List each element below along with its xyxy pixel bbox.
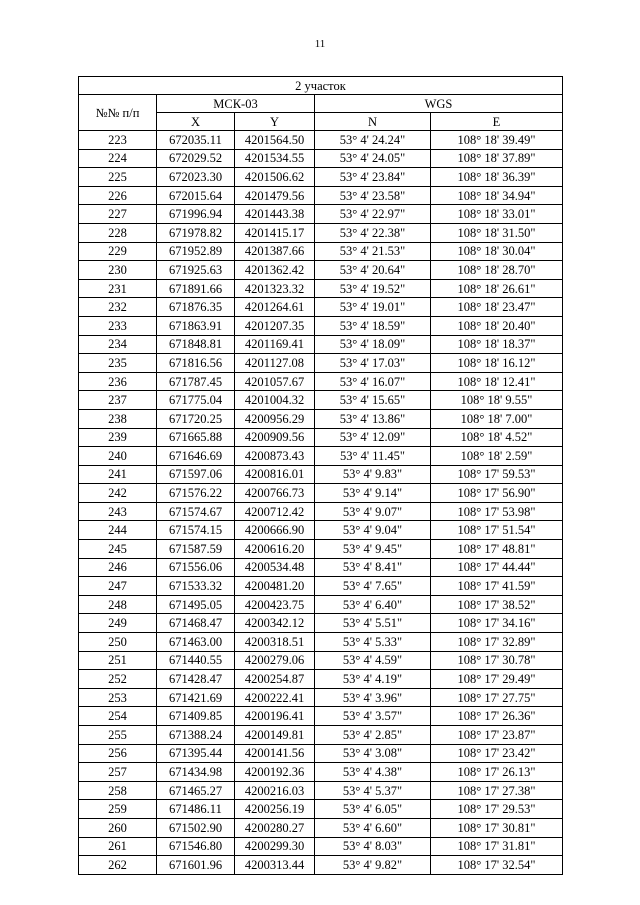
table-row [79,372,563,391]
y-cell: 4200616.20 [235,540,315,559]
longitude-cell: 108° 17' 53.98" [431,502,563,521]
longitude-cell: 108° 17' 27.75" [431,688,563,707]
point-number-cell: 226 [79,186,157,205]
latitude-cell: 53° 4' 9.04" [315,521,431,540]
latitude-cell: 53° 4' 6.05" [315,800,431,819]
latitude-cell: 53° 4' 15.65" [315,391,431,410]
longitude-cell: 108° 17' 23.42" [431,744,563,763]
point-number-cell: 223 [79,131,157,150]
point-number-cell: 246 [79,558,157,577]
table-row [79,205,563,224]
y-cell: 4200256.19 [235,800,315,819]
y-cell: 4200222.41 [235,688,315,707]
point-number-cell: 248 [79,595,157,614]
x-cell: 671388.24 [157,726,235,745]
y-cell: 4200149.81 [235,726,315,745]
point-number-cell: 229 [79,242,157,261]
longitude-cell: 108° 18' 39.49" [431,131,563,150]
x-cell: 671546.80 [157,837,235,856]
point-number-cell: 225 [79,168,157,187]
latitude-cell: 53° 4' 24.05" [315,149,431,168]
point-number-cell: 250 [79,633,157,652]
y-cell: 4200254.87 [235,670,315,689]
longitude-cell: 108° 17' 31.81" [431,837,563,856]
x-cell: 671440.55 [157,651,235,670]
point-number-cell: 254 [79,707,157,726]
y-cell: 4200141.56 [235,744,315,763]
table-row [79,186,563,205]
longitude-cell: 108° 17' 34.16" [431,614,563,633]
y-cell: 4200423.75 [235,595,315,614]
point-number-cell: 228 [79,223,157,242]
x-cell: 671952.89 [157,242,235,261]
point-number-cell: 243 [79,502,157,521]
latitude-cell: 53° 4' 5.33" [315,633,431,652]
x-cell: 671891.66 [157,279,235,298]
table-row [79,614,563,633]
longitude-cell: 108° 17' 38.52" [431,595,563,614]
y-cell: 4200192.36 [235,763,315,782]
point-number-cell: 258 [79,781,157,800]
point-number-cell: 257 [79,763,157,782]
latitude-cell: 53° 4' 8.41" [315,558,431,577]
table-row [79,223,563,242]
point-number-cell: 237 [79,391,157,410]
point-number-cell: 239 [79,428,157,447]
y-cell: 4201362.42 [235,261,315,280]
x-cell: 672035.11 [157,131,235,150]
table-row [79,744,563,763]
longitude-cell: 108° 18' 31.50" [431,223,563,242]
x-cell: 671876.35 [157,298,235,317]
table-row [79,818,563,837]
table-row [79,465,563,484]
table-row [79,131,563,150]
table-row [79,316,563,335]
x-cell: 671720.25 [157,409,235,428]
table-row [79,484,563,503]
table-row [79,354,563,373]
longitude-cell: 108° 17' 29.49" [431,670,563,689]
longitude-cell: 108° 18' 36.39" [431,168,563,187]
latitude-cell: 53° 4' 4.59" [315,651,431,670]
table-row [79,298,563,317]
page-number: 11 [314,38,326,50]
longitude-cell: 108° 18' 12.41" [431,372,563,391]
x-cell: 672023.30 [157,168,235,187]
x-cell: 671775.04 [157,391,235,410]
x-cell: 671502.90 [157,818,235,837]
header-n: N [315,113,431,131]
y-cell: 4201415.17 [235,223,315,242]
longitude-cell: 108° 17' 27.38" [431,781,563,800]
longitude-cell: 108° 17' 44.44" [431,558,563,577]
latitude-cell: 53° 4' 22.97" [315,205,431,224]
latitude-cell: 53° 4' 6.40" [315,595,431,614]
point-number-cell: 260 [79,818,157,837]
y-cell: 4200196.41 [235,707,315,726]
table-row [79,409,563,428]
y-cell: 4200216.03 [235,781,315,800]
point-number-cell: 224 [79,149,157,168]
latitude-cell: 53° 4' 11.45" [315,447,431,466]
point-number-cell: 253 [79,688,157,707]
longitude-cell: 108° 18' 34.94" [431,186,563,205]
x-cell: 671665.88 [157,428,235,447]
longitude-cell: 108° 17' 41.59" [431,577,563,596]
longitude-cell: 108° 18' 18.37" [431,335,563,354]
latitude-cell: 53° 4' 5.51" [315,614,431,633]
y-cell: 4200766.73 [235,484,315,503]
longitude-cell: 108° 17' 29.53" [431,800,563,819]
x-cell: 671925.63 [157,261,235,280]
x-cell: 671421.69 [157,688,235,707]
table-row [79,168,563,187]
y-cell: 4201323.32 [235,279,315,298]
point-number-cell: 234 [79,335,157,354]
table-row [79,335,563,354]
longitude-cell: 108° 17' 32.54" [431,856,563,875]
latitude-cell: 53° 4' 4.38" [315,763,431,782]
x-cell: 671646.69 [157,447,235,466]
point-number-cell: 249 [79,614,157,633]
latitude-cell: 53° 4' 20.64" [315,261,431,280]
y-cell: 4201564.50 [235,131,315,150]
y-cell: 4201443.38 [235,205,315,224]
latitude-cell: 53° 4' 18.59" [315,316,431,335]
longitude-cell: 108° 18' 28.70" [431,261,563,280]
y-cell: 4201387.66 [235,242,315,261]
table-row [79,279,563,298]
y-cell: 4200909.56 [235,428,315,447]
x-cell: 671468.47 [157,614,235,633]
table-row [79,577,563,596]
x-cell: 671601.96 [157,856,235,875]
longitude-cell: 108° 18' 33.01" [431,205,563,224]
x-cell: 672029.52 [157,149,235,168]
y-cell: 4200342.12 [235,614,315,633]
point-number-cell: 240 [79,447,157,466]
latitude-cell: 53° 4' 9.82" [315,856,431,875]
y-cell: 4201264.61 [235,298,315,317]
point-number-cell: 261 [79,837,157,856]
longitude-cell: 108° 18' 2.59" [431,447,563,466]
longitude-cell: 108° 17' 56.90" [431,484,563,503]
longitude-cell: 108° 17' 48.81" [431,540,563,559]
table-row [79,502,563,521]
table-row [79,651,563,670]
header-wgs: WGS [315,95,563,113]
y-cell: 4201169.41 [235,335,315,354]
x-cell: 671465.27 [157,781,235,800]
y-cell: 4201127.08 [235,354,315,373]
x-cell: 671978.82 [157,223,235,242]
table-row [79,670,563,689]
point-number-cell: 241 [79,465,157,484]
longitude-cell: 108° 18' 20.40" [431,316,563,335]
latitude-cell: 53° 4' 17.03" [315,354,431,373]
longitude-cell: 108° 17' 23.87" [431,726,563,745]
section-title: 2 участок [79,77,563,95]
table-row [79,837,563,856]
latitude-cell: 53° 4' 9.14" [315,484,431,503]
x-cell: 671587.59 [157,540,235,559]
latitude-cell: 53° 4' 9.83" [315,465,431,484]
latitude-cell: 53° 4' 3.08" [315,744,431,763]
x-cell: 671463.00 [157,633,235,652]
y-cell: 4200534.48 [235,558,315,577]
x-cell: 671409.85 [157,707,235,726]
latitude-cell: 53° 4' 19.52" [315,279,431,298]
x-cell: 671574.15 [157,521,235,540]
y-cell: 4200481.20 [235,577,315,596]
header-msk: МСК-03 [157,95,315,113]
latitude-cell: 53° 4' 16.07" [315,372,431,391]
point-number-cell: 262 [79,856,157,875]
point-number-cell: 256 [79,744,157,763]
x-cell: 671434.98 [157,763,235,782]
header-x: X [157,113,235,131]
point-number-cell: 252 [79,670,157,689]
latitude-cell: 53° 4' 7.65" [315,577,431,596]
table-row [79,800,563,819]
longitude-cell: 108° 17' 51.54" [431,521,563,540]
x-cell: 671486.11 [157,800,235,819]
table-body [79,131,563,875]
y-cell: 4201506.62 [235,168,315,187]
longitude-cell: 108° 18' 23.47" [431,298,563,317]
y-cell: 4200712.42 [235,502,315,521]
latitude-cell: 53° 4' 18.09" [315,335,431,354]
longitude-cell: 108° 18' 9.55" [431,391,563,410]
longitude-cell: 108° 17' 32.89" [431,633,563,652]
latitude-cell: 53° 4' 4.19" [315,670,431,689]
x-cell: 671816.56 [157,354,235,373]
latitude-cell: 53° 4' 2.85" [315,726,431,745]
point-number-cell: 259 [79,800,157,819]
x-cell: 671428.47 [157,670,235,689]
x-cell: 671495.05 [157,595,235,614]
point-number-cell: 245 [79,540,157,559]
latitude-cell: 53° 4' 3.96" [315,688,431,707]
y-cell: 4200956.29 [235,409,315,428]
latitude-cell: 53° 4' 22.38" [315,223,431,242]
table-row [79,521,563,540]
table-row [79,763,563,782]
y-cell: 4201479.56 [235,186,315,205]
y-cell: 4200318.51 [235,633,315,652]
x-cell: 671848.81 [157,335,235,354]
longitude-cell: 108° 18' 4.52" [431,428,563,447]
y-cell: 4200873.43 [235,447,315,466]
y-cell: 4201207.35 [235,316,315,335]
y-cell: 4200313.44 [235,856,315,875]
point-number-cell: 232 [79,298,157,317]
table-row [79,428,563,447]
latitude-cell: 53° 4' 3.57" [315,707,431,726]
table-row [79,707,563,726]
point-number-cell: 230 [79,261,157,280]
longitude-cell: 108° 18' 30.04" [431,242,563,261]
y-cell: 4200280.27 [235,818,315,837]
y-cell: 4200279.06 [235,651,315,670]
longitude-cell: 108° 17' 26.13" [431,763,563,782]
latitude-cell: 53° 4' 8.03" [315,837,431,856]
latitude-cell: 53° 4' 23.84" [315,168,431,187]
x-cell: 672015.64 [157,186,235,205]
table-row [79,391,563,410]
table-row [79,781,563,800]
longitude-cell: 108° 18' 37.89" [431,149,563,168]
table-row [79,261,563,280]
point-number-cell: 231 [79,279,157,298]
point-number-cell: 244 [79,521,157,540]
x-cell: 671996.94 [157,205,235,224]
x-cell: 671597.06 [157,465,235,484]
point-number-cell: 235 [79,354,157,373]
point-number-cell: 251 [79,651,157,670]
table-row [79,633,563,652]
y-cell: 4201534.55 [235,149,315,168]
point-number-cell: 227 [79,205,157,224]
longitude-cell: 108° 18' 16.12" [431,354,563,373]
y-cell: 4201057.67 [235,372,315,391]
x-cell: 671863.91 [157,316,235,335]
y-cell: 4200816.01 [235,465,315,484]
table-row [79,540,563,559]
coordinates-table [78,76,563,875]
table-row [79,149,563,168]
y-cell: 4200666.90 [235,521,315,540]
table-row [79,558,563,577]
longitude-cell: 108° 17' 59.53" [431,465,563,484]
y-cell: 4200299.30 [235,837,315,856]
table-row [79,447,563,466]
point-number-cell: 255 [79,726,157,745]
header-e: E [431,113,563,131]
point-number-cell: 236 [79,372,157,391]
table-row [79,726,563,745]
latitude-cell: 53° 4' 6.60" [315,818,431,837]
point-number-cell: 233 [79,316,157,335]
x-cell: 671533.32 [157,577,235,596]
latitude-cell: 53° 4' 23.58" [315,186,431,205]
longitude-cell: 108° 18' 26.61" [431,279,563,298]
point-number-cell: 238 [79,409,157,428]
latitude-cell: 53° 4' 13.86" [315,409,431,428]
table-row [79,595,563,614]
table-row [79,242,563,261]
point-number-cell: 242 [79,484,157,503]
table-row [79,856,563,875]
x-cell: 671395.44 [157,744,235,763]
latitude-cell: 53° 4' 9.45" [315,540,431,559]
latitude-cell: 53° 4' 9.07" [315,502,431,521]
x-cell: 671787.45 [157,372,235,391]
header-y: Y [235,113,315,131]
header-number: №№ п/п [79,95,157,131]
latitude-cell: 53° 4' 24.24" [315,131,431,150]
longitude-cell: 108° 18' 7.00" [431,409,563,428]
latitude-cell: 53° 4' 21.53" [315,242,431,261]
longitude-cell: 108° 17' 26.36" [431,707,563,726]
point-number-cell: 247 [79,577,157,596]
x-cell: 671574.67 [157,502,235,521]
x-cell: 671576.22 [157,484,235,503]
y-cell: 4201004.32 [235,391,315,410]
latitude-cell: 53° 4' 12.09" [315,428,431,447]
longitude-cell: 108° 17' 30.78" [431,651,563,670]
latitude-cell: 53° 4' 19.01" [315,298,431,317]
latitude-cell: 53° 4' 5.37" [315,781,431,800]
x-cell: 671556.06 [157,558,235,577]
table-row [79,688,563,707]
longitude-cell: 108° 17' 30.81" [431,818,563,837]
